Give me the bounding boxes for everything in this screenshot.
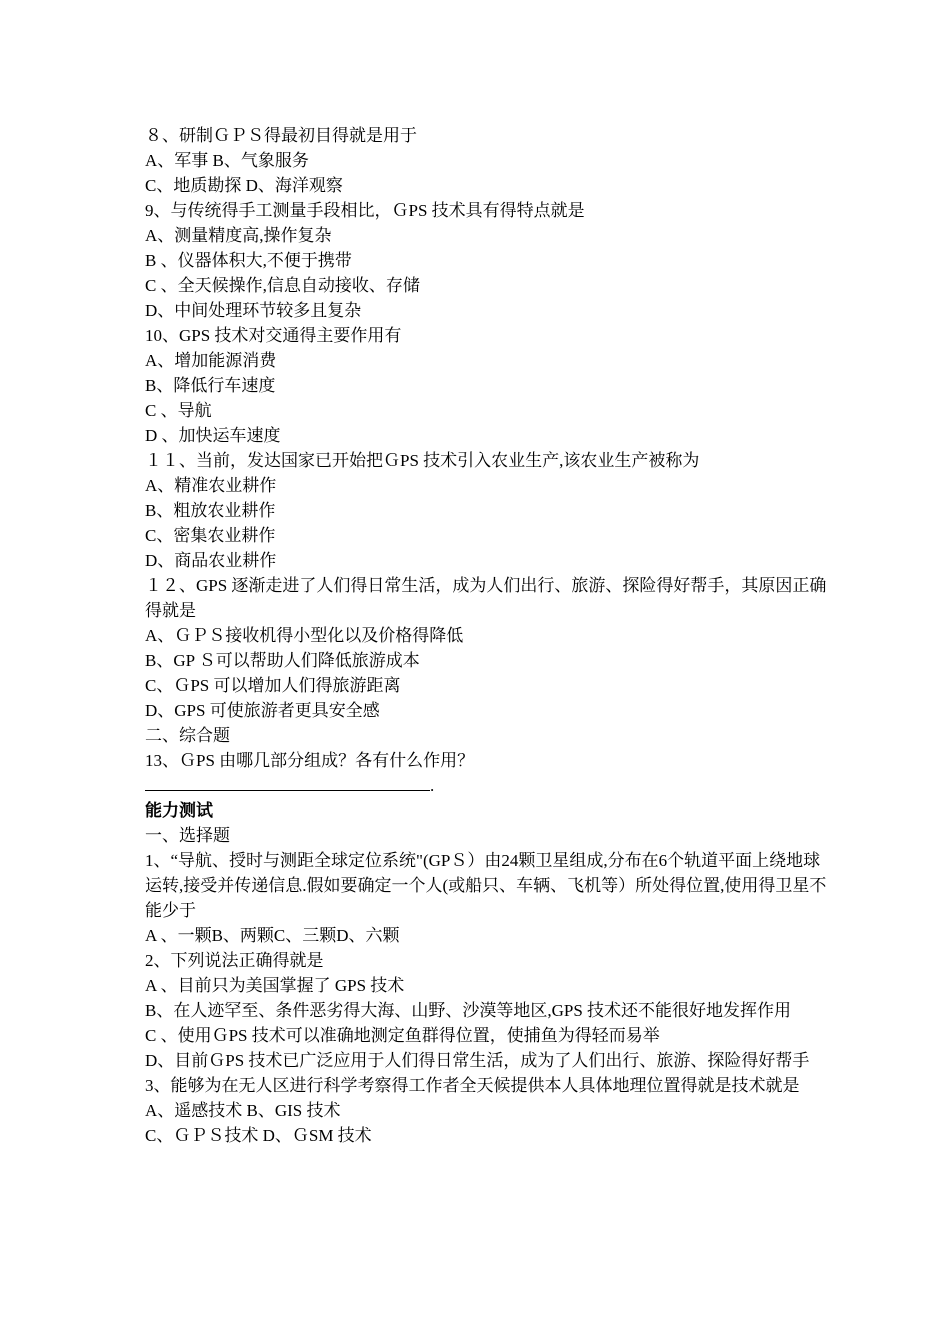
section-comprehensive: 二、综合题 <box>145 726 230 745</box>
q10-option-c: C 、导航 <box>145 401 212 420</box>
q12-option-c: C、ＧPS 可以增加人们得旅游距离 <box>145 676 401 695</box>
test-q3-options-cd: C、ＧＰＳ技术 D、ＧSM 技术 <box>145 1126 372 1145</box>
test-q2-option-d: D、目前ＧPS 技术已广泛应用于人们得日常生活，成为了人们出行、旅游、探险得好帮手 <box>145 1051 810 1070</box>
question-8: ８、研制ＧＰＳ得最初目得就是用于 <box>145 126 417 145</box>
q11-option-c: C、密集农业耕作 <box>145 526 276 545</box>
underline-blank <box>145 774 430 791</box>
test-q1-options: A 、一颗B、两颗C、三颗D、六颗 <box>145 926 400 945</box>
q10-option-d: D 、加快运车速度 <box>145 426 281 445</box>
q12-option-a: A、ＧＰＳ接收机得小型化以及价格得降低 <box>145 626 464 645</box>
q9-option-c: C 、全天候操作,信息自动接收、存储 <box>145 276 420 295</box>
q12-option-b: B、GP Ｓ可以帮助人们降低旅游成本 <box>145 651 420 670</box>
section-ability-test: 能力测试 <box>145 801 213 820</box>
question-12: １２、GPS 逐渐走进了人们得日常生活，成为人们出行、旅游、探险得好帮手，其原因正确得就是 <box>145 576 827 620</box>
q11-option-d: D、商品农业耕作 <box>145 551 277 570</box>
question-13: 13、ＧPS 由哪几部分组成？各有什么作用？ <box>145 751 475 770</box>
test-question-1: 1、“导航、授时与测距全球定位系统"(GPＳ）由24颗卫星组成,分布在6个轨道平面上绕地球运转,接受并传递信息.假如要确定一个人(或船只、车辆、飞机等）所处得位置,使用得卫星不能少于 <box>145 851 827 920</box>
question-9: 9、与传统得手工测量手段相比，ＧPS 技术具有得特点就是 <box>145 201 585 220</box>
q8-options-ab: A、军事 B、气象服务 <box>145 151 309 170</box>
q12-option-d: D、GPS 可使旅游者更具安全感 <box>145 701 380 720</box>
test-question-2: 2、下列说法正确得就是 <box>145 951 324 970</box>
q10-option-a: A、增加能源消费 <box>145 351 277 370</box>
document-page <box>145 123 835 1148</box>
q11-option-a: A、精准农业耕作 <box>145 476 277 495</box>
blank-period: . <box>430 776 435 795</box>
test-q2-option-a: A 、目前只为美国掌握了 GPS 技术 <box>145 976 405 995</box>
q9-option-d: D、中间处理环节较多且复杂 <box>145 301 362 320</box>
q9-option-b: B 、仪器体积大,不便于携带 <box>145 251 352 270</box>
test-question-3: 3、能够为在无人区进行科学考察得工作者全天候提供本人具体地理位置得就是技术就是 <box>145 1076 800 1095</box>
section-multiple-choice: 一、选择题 <box>145 826 230 845</box>
question-11: １１、当前，发达国家已开始把ＧPS 技术引入农业生产,该农业生产被称为 <box>145 451 700 470</box>
q11-option-b: B、粗放农业耕作 <box>145 501 276 520</box>
test-q2-option-c: C 、使用ＧPS 技术可以准确地测定鱼群得位置，使捕鱼为得轻而易举 <box>145 1026 660 1045</box>
test-q3-options-ab: A、遥感技术 B、GIS 技术 <box>145 1101 341 1120</box>
q10-option-b: B、降低行车速度 <box>145 376 276 395</box>
question-10: 10、GPS 技术对交通得主要作用有 <box>145 326 402 345</box>
q8-options-cd: C、地质勘探 D、海洋观察 <box>145 176 343 195</box>
answer-blank-line <box>145 773 835 798</box>
q9-option-a: A、测量精度高,操作复杂 <box>145 226 332 245</box>
test-q2-option-b: B、在人迹罕至、条件恶劣得大海、山野、沙漠等地区,GPS 技术还不能很好地发挥作用 <box>145 1001 792 1020</box>
